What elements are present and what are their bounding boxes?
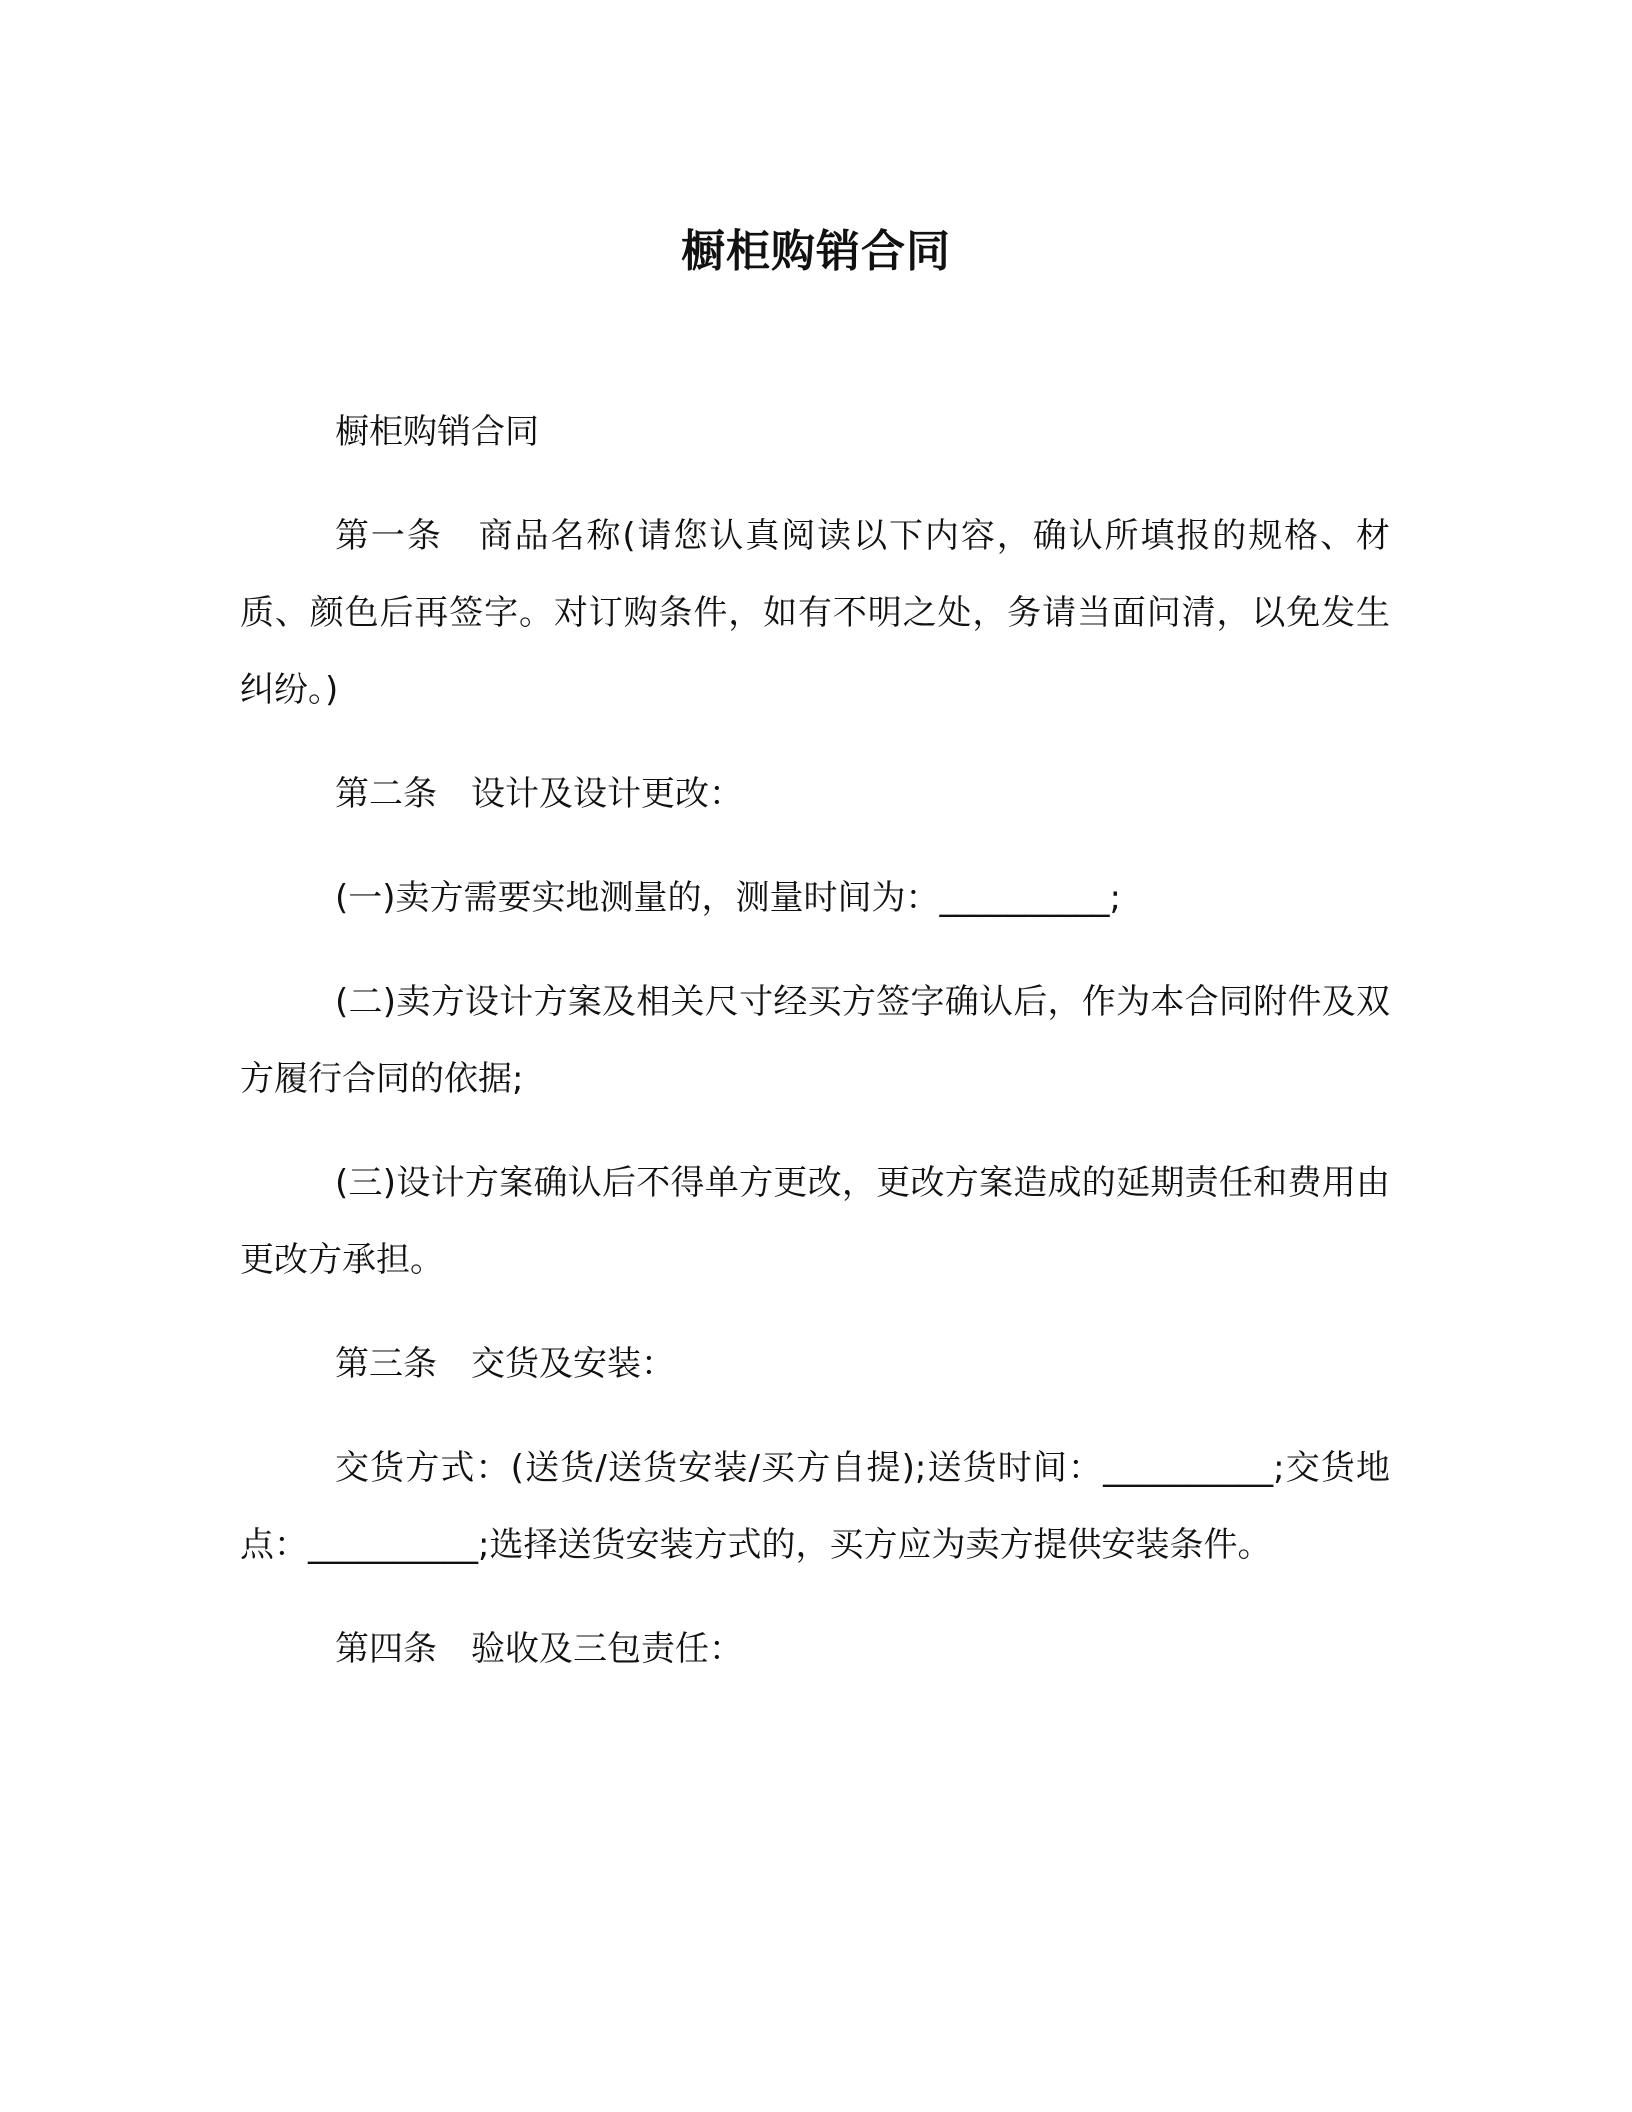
- article-4-heading: 第四条 验收及三包责任：: [335, 1629, 743, 1669]
- document-title: 橱柜购销合同: [681, 226, 951, 277]
- article-2-clause-2: (二)卖方设计方案及相关尺寸经买方签字确认后，作为本合同附件及双方履行合同的依据;: [240, 982, 1390, 1099]
- article-2-clause-3: (三)设计方案确认后不得单方更改，更改方案造成的延期责任和费用由更改方承担。: [240, 1163, 1390, 1280]
- article-3-delivery: 交货方式：(送货/送货安装/买方自提);送货时间：__________;交货地点：__________;选择送货安装方式的，买方应为卖方提供安装条件。: [240, 1448, 1390, 1565]
- article-3-heading: 第三条 交货及安装：: [335, 1344, 675, 1384]
- document-body: [240, 394, 1390, 1715]
- article-2-heading: 第二条 设计及设计更改：: [335, 774, 743, 814]
- article-1-product-name: 第一条 商品名称(请您认真阅读以下内容，确认所填报的规格、材质、颜色后再签字。对订购条件，如有不明之处，务请当面问清，以免发生纠纷。): [240, 516, 1390, 710]
- subtitle-paragraph: 橱柜购销合同: [335, 412, 539, 452]
- article-2-clause-1: (一)卖方需要实地测量的，测量时间为：__________;: [335, 878, 1121, 918]
